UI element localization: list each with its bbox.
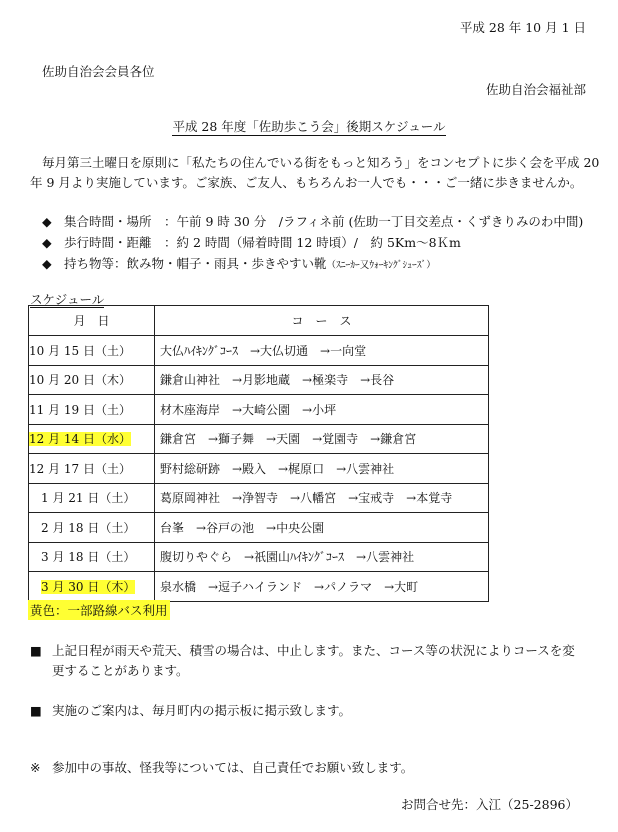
header-date: 月 日 — [29, 306, 155, 336]
row-date — [29, 395, 155, 425]
date-text: 10 月 15 日（土） — [29, 343, 131, 358]
row-course: 鎌倉山神社 →月影地蔵 →極楽寺 →長谷 — [155, 365, 489, 395]
addressee: 佐助自治会会員各位 — [42, 64, 155, 79]
row-course: 腹切りやぐら →祇園山ﾊｲｷﾝｸﾞｺｰｽ →八雲神社 — [155, 542, 489, 572]
row-date — [29, 336, 155, 366]
document-title — [0, 117, 618, 135]
row-date — [29, 572, 155, 602]
schedule-table — [28, 305, 489, 602]
bullet-text: 歩行時間・距離 ：約 2 時間（帰着時間 12 時頃）/ 約 5Km～8Ｋm — [64, 235, 461, 250]
row-course: 大仏ﾊｲｷﾝｸﾞｺｰｽ →大仏切通 →一向堂 — [155, 336, 489, 366]
note-text: 参加中の事故、怪我等については、自己責任でお願い致します。 — [52, 760, 414, 775]
note-text: 実施のご案内は、毎月町内の掲示板に掲示致します。 — [52, 703, 352, 718]
row-date — [29, 513, 155, 543]
row-course: 材木座海岸 →大崎公園 →小坪 — [155, 395, 489, 425]
note-text: 上記日程が雨天や荒天、積雪の場合は、中止します。また、コース等の状況によりコースを変 — [52, 643, 575, 658]
date-text: 3 月 18 日（土） — [41, 550, 136, 565]
diamond-icon: ◆ — [42, 214, 52, 229]
bullet-note: （ｽﾆｰｶｰ又ｳｫｰｷﾝｸﾞｼｭｰｽﾞ） — [326, 260, 436, 271]
date-text: 2 月 18 日（土） — [41, 520, 136, 535]
bullet-item — [42, 232, 583, 253]
date-text-highlighted: 12 月 14 日（水） — [29, 432, 131, 447]
title-text: 平成 28 年度「佐助歩こう会」後期スケジュール — [172, 119, 446, 134]
header-course: コ ー ス — [155, 306, 489, 336]
row-course: 葛原岡神社 →浄智寺 →八幡宮 →宝戒寺 →本覚寺 — [155, 483, 489, 513]
reference-mark-icon: ※ — [30, 760, 41, 775]
row-course: 泉水橋 →逗子ハイランド →パノラマ →大町 — [155, 572, 489, 602]
table-row — [29, 513, 489, 543]
bullet-item — [42, 253, 583, 274]
date-text: 10 月 20 日（木） — [29, 373, 131, 388]
row-course: 台峯 →谷戸の池 →中央公園 — [155, 513, 489, 543]
table-row — [29, 454, 489, 484]
square-bullet-icon: ■ — [30, 703, 42, 718]
date-text: 11 月 19 日（土） — [29, 402, 131, 417]
table-row — [29, 395, 489, 425]
diamond-icon: ◆ — [42, 256, 52, 271]
table-row — [29, 424, 489, 454]
table-row — [29, 483, 489, 513]
row-date — [29, 483, 155, 513]
note-cancellation — [30, 641, 590, 681]
row-date — [29, 454, 155, 484]
document-date: 平成 28 年 10 月 1 日 — [459, 20, 586, 35]
diamond-icon: ◆ — [42, 235, 52, 250]
schedule-label-text: スケジュール — [30, 292, 105, 307]
bullet-text: 持ち物等：飲み物・帽子・雨具・歩きやすい靴 — [64, 256, 327, 271]
bullet-item — [42, 211, 583, 232]
row-date — [29, 542, 155, 572]
bullet-text: 集合時間・場所 ：午前 9 時 30 分 /ラフィネ前 (佐助一丁目交差点・くずきりみのわ中間) — [64, 214, 584, 229]
table-row — [29, 336, 489, 366]
row-course: 野村総研跡 →殿入 →梶原口 →八雲神社 — [155, 454, 489, 484]
info-bullets — [42, 211, 583, 274]
table-row — [29, 542, 489, 572]
note-text-continued: 更することがあります。 — [52, 663, 189, 678]
row-date — [29, 424, 155, 454]
sender: 佐助自治会福祉部 — [485, 82, 586, 97]
intro-paragraph: 毎月第三土曜日を原則に「私たちの住んでいる街をもっと知ろう」をコンセプトに歩く会を平成 20 年 9 月より実施しています。ご家族、ご友人、もちろんお一人でも・・・ご一緒に歩きませんか。 — [30, 155, 600, 190]
row-course: 鎌倉宮 →獅子舞 →天園 →覚園寺 →鎌倉宮 — [155, 424, 489, 454]
date-text-highlighted: 3 月 30 日（木） — [41, 579, 136, 594]
date-text: 1 月 21 日（土） — [41, 491, 136, 506]
highlight-legend: 黄色：一部路線バス利用 — [28, 600, 170, 620]
note-liability — [30, 758, 590, 778]
row-date — [29, 365, 155, 395]
table-row — [29, 365, 489, 395]
date-text: 12 月 17 日（土） — [29, 461, 131, 476]
table-header-row — [29, 306, 489, 336]
note-announcement — [30, 701, 590, 721]
table-row — [29, 572, 489, 602]
contact-info: お問合せ先：入江（25‐2896） — [401, 797, 578, 812]
square-bullet-icon: ■ — [30, 643, 42, 658]
